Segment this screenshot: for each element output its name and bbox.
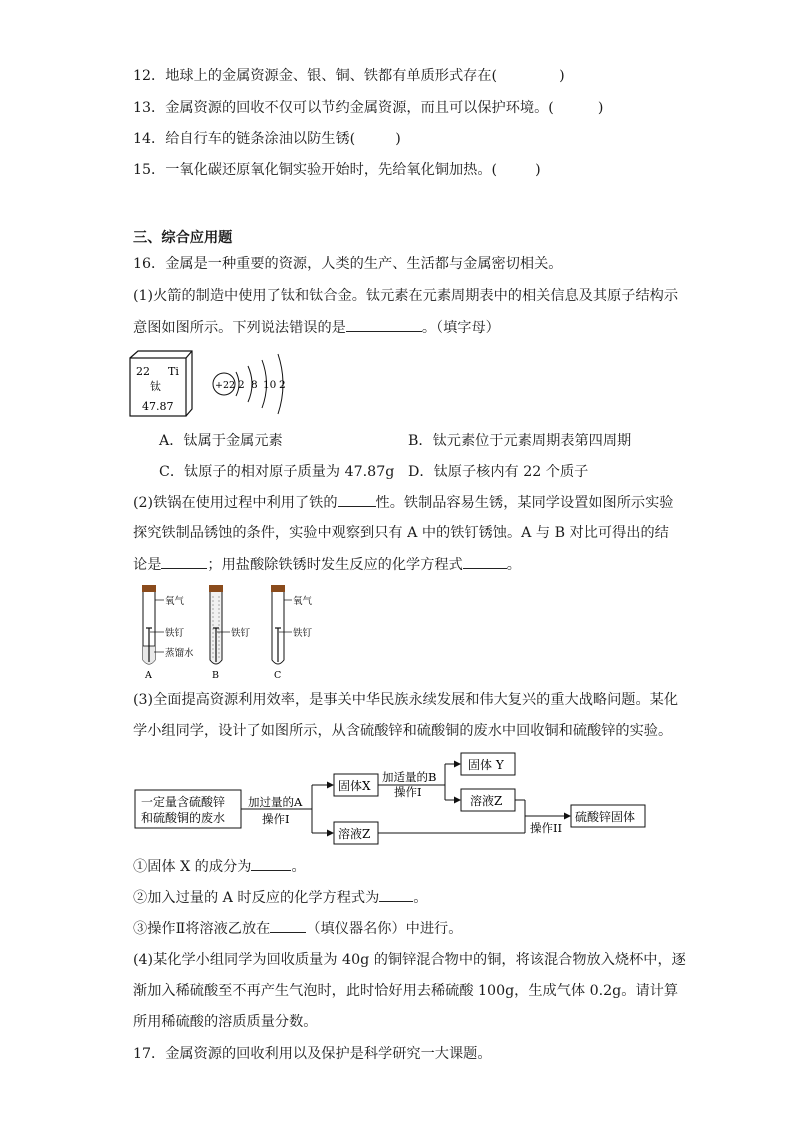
option-b[interactable]: B．钛元素位于元素周期表第四周期 — [408, 433, 632, 449]
question-14 — [133, 129, 401, 149]
add-b-label: 加适量的B — [382, 770, 437, 784]
option-d[interactable]: D．钛原子核内有 22 个质子 — [408, 464, 589, 480]
zinc-sulfate-box — [571, 805, 645, 827]
q16-part2-line1 — [133, 492, 674, 513]
q16-part2-end: 。 — [506, 557, 521, 573]
operation-2-label: 操作II — [530, 821, 563, 835]
answer-blank[interactable] — [346, 317, 422, 332]
question-14-text: 14．给自行车的链条涂油以防生锈( — [133, 131, 356, 147]
q16-part3-line2: 学小组同学，设计了如图所示，从含硫酸锌和硫酸铜的废水中回收铜和硫酸锌的实验。 — [133, 723, 673, 739]
q16-part2-line2: 探究铁制品锈蚀的条件，实验中观察到只有 A 中的铁钉锈蚀。A 与 B 对比可得出的结 — [133, 525, 669, 541]
q16-part1-hint: 。（填字母） — [421, 320, 500, 336]
solution-z-top-label: 溶液Z — [470, 794, 503, 808]
answer-blank[interactable] — [338, 492, 376, 507]
solid-y-label: 固体 Y — [468, 758, 504, 772]
sub-question-1 — [133, 856, 306, 877]
solution-z-bottom-box — [334, 822, 378, 844]
q16-part2-conclusion: 论是 — [133, 557, 162, 573]
recovery-flowchart — [130, 748, 650, 848]
tube-a-letter: A — [145, 670, 152, 681]
atomic-mass: 47.87 — [142, 400, 174, 413]
question-13-text: 13．金属资源的回收不仅可以节约金属资源，而且可以保护环境。( — [133, 100, 554, 116]
test-tube-a — [142, 585, 194, 681]
sub-question-2-text: ②加入过量的 A 时反应的化学方程式为 — [133, 890, 380, 906]
solution-z-bottom-label: 溶液Z — [338, 827, 371, 841]
q16-part2-equation-prompt: ；用盐酸除铁锈时发生反应的化学方程式 — [207, 557, 463, 573]
solid-x-label: 固体X — [338, 779, 371, 793]
titanium-figure — [128, 348, 298, 420]
q16-part2-line3 — [133, 554, 521, 575]
add-excess-a-label: 加过量的A — [248, 795, 303, 809]
tube-c-letter: C — [274, 670, 282, 681]
answer-blank[interactable] — [463, 554, 507, 569]
solid-x-box — [334, 774, 378, 796]
test-tube-c — [271, 585, 313, 681]
waste-water-line1: 一定量含硫酸锌 — [141, 795, 226, 809]
q16-part1-prompt: 意图如图所示。下列说法错误的是 — [133, 320, 346, 336]
answer-blank[interactable] — [161, 554, 207, 569]
tube-a-oxygen-label: 氧气 — [165, 596, 185, 607]
q16-part1-line2 — [133, 317, 500, 338]
sub-question-1-text: ①固体 X 的成分为 — [133, 859, 252, 875]
waste-water-box — [135, 790, 241, 828]
tube-a-water-label: 蒸馏水 — [165, 648, 194, 659]
solution-z-top-box — [461, 789, 515, 811]
atomic-number: 22 — [136, 365, 150, 378]
tube-a-nail-label: 铁钉 — [165, 628, 185, 639]
zinc-sulfate-label: 硫酸锌固体 — [575, 810, 636, 824]
solid-y-box — [461, 753, 515, 775]
shell-3-electrons: 10 — [263, 379, 277, 391]
answer-blank[interactable] — [379, 887, 413, 902]
option-a[interactable]: A．钛属于金属元素 — [159, 433, 283, 449]
question-15-close: ) — [535, 162, 541, 178]
q16-part1-line1: (1)火箭的制造中使用了钛和钛合金。钛元素在元素周期表中的相关信息及其原子结构示 — [133, 288, 679, 304]
question-12-close: ) — [559, 68, 565, 84]
q16-part2-prompt: (2)铁锅在使用过程中利用了铁的 — [133, 495, 338, 511]
q16-part4-line2: 渐加入稀硫酸至不再产生气泡时，此时恰好用去稀硫酸 100g，生成气体 0.2g。请计算 — [133, 983, 679, 999]
sub-question-3-text: ③操作Ⅱ将溶液乙放在 — [133, 921, 271, 937]
question-15-text: 15．一氧化碳还原氧化铜实验开始时，先给氧化铜加热。( — [133, 162, 498, 178]
tube-b-letter: B — [212, 670, 219, 681]
element-symbol: Ti — [168, 365, 179, 378]
q16-part2-text: 性。铁制品容易生锈，某同学设置如图所示实验 — [375, 495, 674, 511]
sub-question-2 — [133, 887, 427, 908]
answer-blank[interactable] — [251, 856, 291, 871]
answer-blank[interactable] — [270, 918, 306, 933]
question-14-close: ) — [395, 131, 401, 147]
question-13-close: ) — [597, 100, 604, 116]
q16-part4-line3: 所用稀硫酸的溶质质量分数。 — [133, 1014, 318, 1030]
question-13 — [133, 98, 603, 118]
nucleus-charge: +22 — [215, 380, 236, 391]
sub-question-3 — [133, 918, 462, 939]
operation-1-label: 操作I — [262, 812, 290, 826]
question-12-text: 12．地球上的金属资源金、银、铜、铁都有单质形式存在( — [133, 68, 498, 84]
waste-water-line2: 和硫酸铜的废水 — [141, 811, 226, 825]
test-tube-b — [209, 585, 251, 681]
shell-1-electrons: 2 — [238, 379, 245, 391]
shell-4-electrons: 2 — [279, 379, 286, 391]
sub-question-1-end: 。 — [291, 859, 306, 875]
test-tubes-figure — [130, 582, 330, 682]
question-16-stem: 16．金属是一种重要的资源，人类的生产、生活都与金属密切相关。 — [133, 256, 563, 272]
question-15 — [133, 160, 541, 180]
operation-1b-label: 操作I — [394, 785, 422, 799]
tube-c-nail-label: 铁钉 — [293, 628, 313, 639]
q16-part3-line1: (3)全面提高资源利用效率，是事关中华民族永续发展和伟大复兴的重大战略问题。某化 — [133, 692, 679, 708]
q16-part4-line1: (4)某化学小组同学为回收质量为 40g 的铜锌混合物中的铜，将该混合物放入烧杯中，逐 — [133, 952, 686, 968]
question-12 — [133, 66, 565, 86]
element-name: 钛 — [150, 380, 161, 393]
tube-c-oxygen-label: 氧气 — [293, 596, 313, 607]
question-17: 17．金属资源的回收利用以及保护是科学研究一大课题。 — [133, 1046, 492, 1062]
element-card — [130, 351, 192, 416]
sub-question-2-end: 。 — [413, 890, 428, 906]
option-c[interactable]: C．钛原子的相对原子质量为 47.87g — [159, 464, 395, 480]
atom-structure-diagram — [213, 354, 286, 414]
shell-2-electrons: 8 — [251, 379, 258, 391]
tube-b-nail-label: 铁钉 — [231, 628, 251, 639]
sub-question-3-end: （填仪器名你）中进行。 — [306, 921, 463, 937]
section-heading: 三、综合应用题 — [133, 230, 233, 246]
